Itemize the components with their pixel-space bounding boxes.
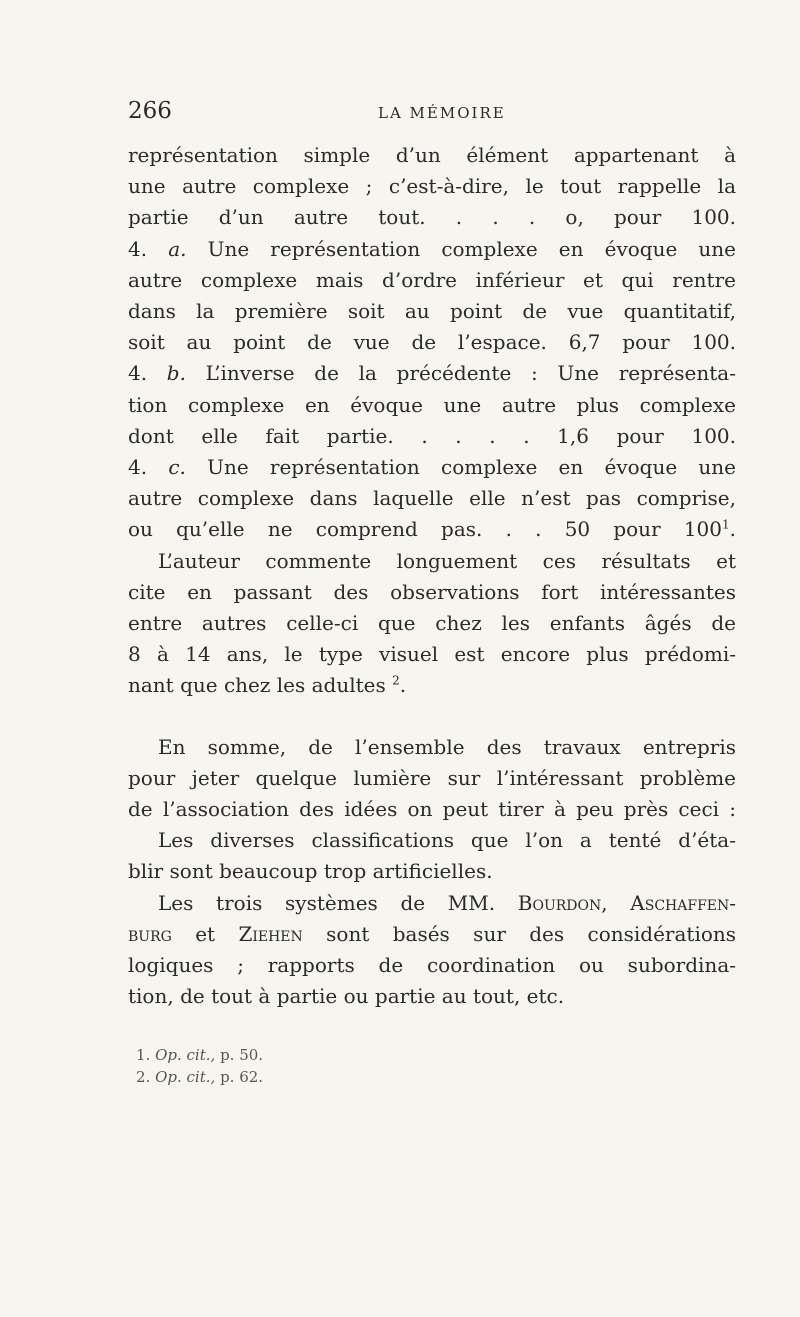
text-line: [128, 888, 736, 919]
text-line: cite en passant des observations fort intéressantes: [128, 579, 736, 604]
line-text: sont basés sur des considérations: [326, 921, 737, 946]
text-line: une autre complexe ; c’est-à-dire, le tout rappelle la: [128, 174, 736, 199]
footnote-number: 1.: [136, 1046, 151, 1065]
text-line: représentation simple d’un élément appartenant à: [128, 143, 736, 167]
author-names: Bourdon, Aschaffen-: [517, 890, 737, 915]
paragraph-1: [128, 140, 736, 702]
footnote-citation: Op. cit.,: [155, 1068, 216, 1087]
footnote-ref: 1: [722, 517, 730, 532]
text-line: pour jeter quelque lumière sur l’intéressant problème: [128, 765, 736, 790]
text-line: [128, 919, 736, 950]
author-name: burg: [128, 921, 172, 946]
item-text: L’inverse de la précédente : Une représenta-: [205, 361, 736, 386]
text-line: dont elle fait partie. . . . . 1,6 pour 100.: [128, 423, 736, 448]
item-number: 4.: [128, 236, 148, 261]
item-text: Une représentation complexe en évoque une: [207, 236, 737, 261]
line-text: nant que chez les adultes: [128, 673, 386, 698]
item-text: Une représentation complexe en évoque une: [207, 455, 736, 480]
text-line: 8 à 14 ans, le type visuel est encore plus prédomi-: [128, 642, 736, 667]
line-text: et: [195, 921, 216, 946]
footnote-page: p. 50.: [220, 1046, 264, 1065]
text-line: [128, 234, 736, 265]
text-line: [128, 358, 736, 389]
paragraph-2: [128, 732, 736, 1013]
text-line: tion, de tout à partie ou partie au tout, etc.: [128, 984, 565, 1009]
text-line: En somme, de l’ensemble des travaux entrepris: [158, 734, 736, 759]
footnote: [136, 1044, 736, 1066]
text-line: Les diverses classifications que l’on a tenté d’éta-: [158, 828, 736, 853]
text-line: nant que chez les adultes $^2$.: [128, 673, 407, 698]
text-line: de l’association des idées on peut tirer à peu près ceci :: [128, 797, 736, 822]
item-letter: a.: [168, 236, 187, 261]
line-text: ou qu’elle ne comprend pas. . . 50 pour 100: [128, 517, 722, 542]
text-line: tion complexe en évoque une autre plus complexe: [128, 392, 736, 417]
footnote-citation: Op. cit.,: [155, 1046, 216, 1065]
text-line: autre complexe mais d’ordre inférieur et qui rentre: [128, 267, 736, 292]
page-number: 266: [128, 98, 172, 124]
text-line: dans la première soit au point de vue quantitatif,: [128, 299, 736, 324]
footnotes: [128, 1044, 736, 1088]
footnote-number: 2.: [136, 1068, 151, 1087]
footnote-ref: 2: [392, 673, 400, 688]
text-line: entre autres celle-ci que chez les enfants âgés de: [128, 611, 736, 636]
text-line: soit au point de vue de l’espace. 6,7 pour 100.: [128, 330, 736, 355]
text-line: blir sont beaucoup trop artificielles.: [128, 859, 493, 884]
text-line: [128, 452, 736, 483]
text-line: ou qu’elle ne comprend pas. . . 50 pour $100^1$.: [128, 517, 736, 542]
page-header: [128, 98, 736, 128]
item-number: 4.: [128, 455, 148, 480]
running-head: LA MÉMOIRE: [378, 104, 506, 122]
footnote: [136, 1066, 736, 1088]
item-letter: b.: [166, 361, 186, 386]
footnote-page: p. 62.: [220, 1068, 264, 1087]
text-line: L’auteur commente longuement ces résultats et: [158, 548, 736, 573]
main-text: [128, 140, 736, 1012]
book-page: [128, 98, 736, 1088]
text-line: logiques ; rapports de coordination ou subordina-: [128, 953, 736, 978]
text-line: partie d’un autre tout. . . . o, pour 100.: [128, 205, 736, 230]
text-line: autre complexe dans laquelle elle n’est pas comprise,: [128, 486, 736, 511]
item-letter: c.: [168, 455, 186, 480]
author-name: Ziehen: [238, 921, 303, 946]
item-number: 4.: [128, 361, 148, 386]
line-text: Les trois systèmes de MM.: [158, 890, 496, 915]
